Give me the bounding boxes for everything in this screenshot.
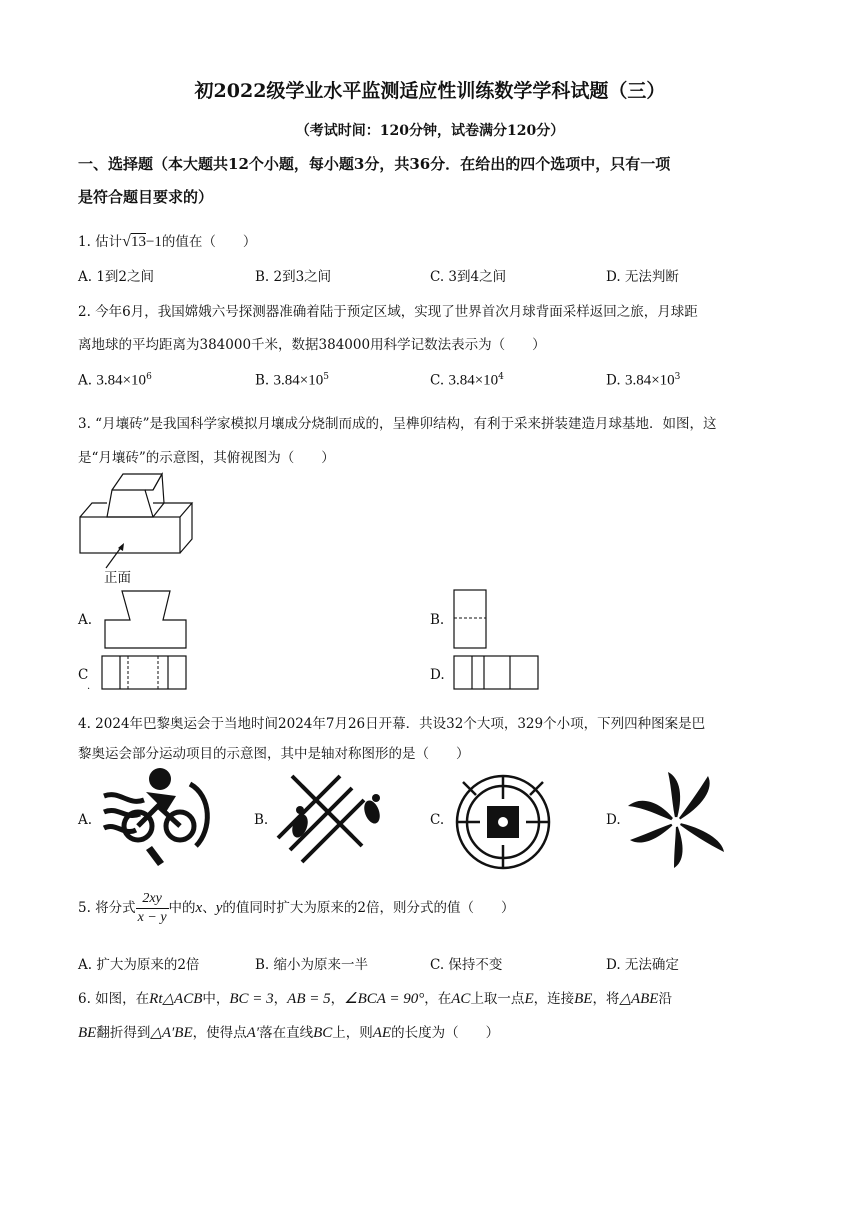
question-3-line2: 是“月壤砖”的示意图，其俯视图为（ ） [78,450,335,466]
q1-suffix: 的值在（ ） [161,234,257,250]
q5-middle: 中的 [168,900,196,916]
q5-option-a: A. 扩大为原来的2倍 [78,957,200,973]
front-label: 正面 [104,570,131,586]
q1-option-a: A. 1到2之间 [78,269,155,285]
question-3-line1: 3. “月壤砖”是我国科学家模拟月壤成分烧制而成的，呈榫卯结构，有利于采来拼装建造月球基地．如图，这 [78,416,717,432]
page-title: 初2022级学业水平监测适应性训练数学学科试题（三） [194,80,666,102]
q5-fraction [136,890,169,927]
q4-option-d-label: D. [606,812,621,828]
q2-option-d: D. $3.84\times 10^3$ [606,372,681,389]
q5-option-b: B. 缩小为原来一半 [255,957,369,973]
q2-option-a: A. $3.84\times 10^6$ [78,372,152,389]
q1-option-c: C. 3到4之间 [430,269,507,285]
q5-option-d: D. 无法确定 [606,957,679,973]
q5-denominator: x − y [137,910,167,925]
q5-prefix: 5. 将分式 [78,900,136,916]
q1-option-d: D. 无法判断 [606,269,679,285]
q2-option-b: B. $3.84\times 10^5$ [255,372,329,389]
q5-var-y: y [215,900,223,916]
question-4-line1: 4. 2024年巴黎奥运会于当地时间2024年7月26日开幕．共设32个大项，329个小项，下列四种图案是巴 [78,716,706,732]
exam-info: （考试时间：120分钟，试卷满分120分） [295,123,565,139]
question-6-line2: BE翻折得到△A′BE，使得点A′落在直线BC上，则AE的长度为（ ） [78,1025,500,1041]
q4-option-a-label: A. [78,812,93,828]
q5-sep: 、 [202,900,216,916]
q5-suffix: 的值同时扩大为原来的2倍，则分式的值（ ） [222,900,515,916]
q5-option-c: C. 保持不变 [430,957,503,973]
q3-option-b-label: B. [430,612,445,628]
question-6-line1: 6. 如图，在Rt△ACB中，BC = 3，AB = 5，∠BCA = 90°，在AC上取一点E，连接BE，将△ABE沿 [78,991,672,1007]
q3-option-c-dot: . [87,681,91,692]
question-2-line1: 2. 今年6月，我国嫦娥六号探测器准确着陆于预定区域，实现了世界首次月球背面采样返回之旅，月球距 [78,304,698,320]
q1-minus-one: −1 [145,234,162,250]
q1-radical: √13 [122,233,146,250]
question-2-line2: 离地球的平均距离为384000千米，数据384000用科学记数法表示为（ ） [78,337,546,353]
question-5 [78,890,514,927]
q3-option-a-label: A. [78,612,93,628]
q4-option-b-label: B. [254,812,269,828]
section-heading-line2: 是符合题目要求的） [78,188,214,206]
q3-option-c-label: C [78,667,89,683]
q5-numerator: 2xy [136,890,169,909]
q2-option-c: C. $3.84\times 10^4$ [430,372,504,389]
q3-option-d-label: D. [430,667,445,683]
q1-prefix: 1. 估计 [78,234,123,250]
q1-radicand: 13 [130,234,146,250]
q5-var-x: x [195,900,203,916]
section-heading-line1: 一、选择题（本大题共12个小题，每小题3分，共36分．在给出的四个选项中，只有一项 [78,155,671,173]
question-4-line2: 黎奥运会部分运动项目的示意图，其中是轴对称图形的是（ ） [78,746,470,762]
q4-option-c-label: C. [430,812,445,828]
q1-option-b: B. 2到3之间 [255,269,332,285]
